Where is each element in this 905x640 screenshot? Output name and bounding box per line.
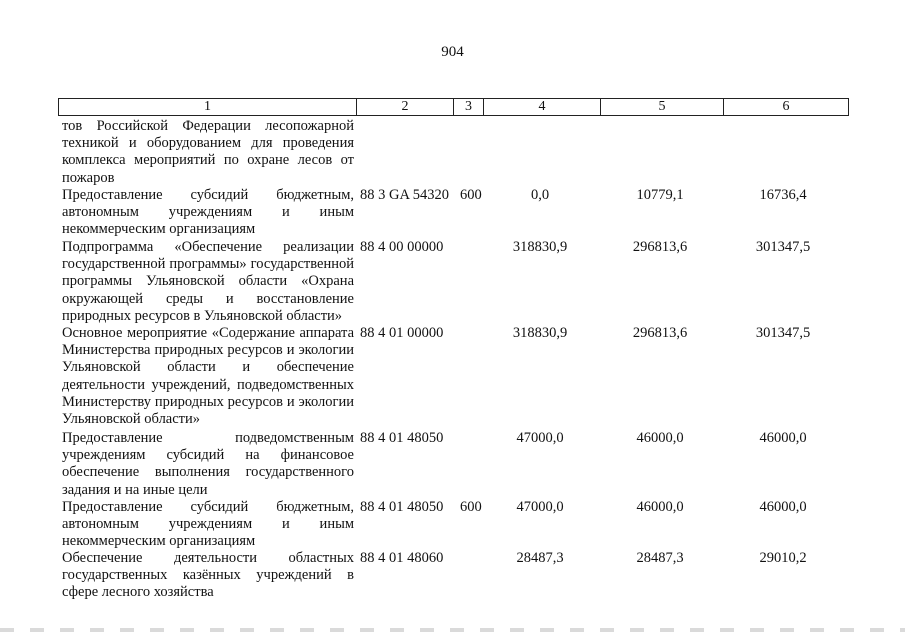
- row-code: 88 4 01 48060: [360, 550, 444, 566]
- header-col-5: 5: [601, 99, 724, 115]
- row-value-col4: 47000,0: [516, 430, 564, 446]
- row-value-col6: 46000,0: [759, 499, 807, 515]
- row-value-col6: 29010,2: [759, 550, 807, 566]
- row-code: 88 4 01 00000: [360, 325, 444, 341]
- header-col-6: 6: [782, 99, 790, 114]
- row-expense-type: 600: [460, 187, 482, 203]
- row-code: 88 3 GA 54320: [360, 187, 450, 203]
- row-code: 88 4 01 48050: [360, 430, 444, 446]
- row-value-col4: 28487,3: [516, 550, 564, 566]
- row-description: Подпрограмма «Обеспечение реализации государственной программы» государственной программы Ульяновской области «Охрана окружающей среды и восстановление природных ресурсов в Ульяновской области»: [62, 239, 354, 324]
- table-header: [58, 98, 849, 116]
- row-value-col4: 0,0: [530, 187, 550, 203]
- row-value-col5: 46000,0: [636, 499, 684, 515]
- row-description: Предоставление субсидий бюджетным, автономным учреждениям и иным некоммерческим организациям: [62, 499, 354, 550]
- header-col-4: 4: [484, 99, 601, 115]
- row-description: Предоставление субсидий бюджетным, автономным учреждениям и иным некоммерческим организациям: [62, 187, 354, 238]
- scan-artifact: [0, 628, 905, 632]
- row-description: Основное мероприятие «Содержание аппарата Министерства природных ресурсов и экологии Ульяновской области и обеспечение деятельности учреждений, подведомственных Министерству природных ресурсов и экологии Ульяновской области»: [62, 325, 354, 428]
- row-value-col5: 46000,0: [636, 430, 684, 446]
- row-value-col4: 318830,9: [512, 325, 568, 341]
- row-value-col4: 47000,0: [516, 499, 564, 515]
- row-code: 88 4 01 48050: [360, 499, 444, 515]
- row-description: Обеспечение деятельности областных государственных казённых учреждений в сфере лесного хозяйства: [62, 550, 354, 601]
- row-value-col6: 46000,0: [759, 430, 807, 446]
- row-description: Предоставление подведомственным учреждениям субсидий на финансовое обеспечение выполнения государственного задания и на иные цели: [62, 430, 354, 498]
- row-value-col6: 16736,4: [759, 187, 807, 203]
- header-col-1: 1: [59, 99, 357, 115]
- page-number: 904: [441, 44, 464, 60]
- row-value-col5: 28487,3: [636, 550, 684, 566]
- row-value-col5: 296813,6: [632, 239, 688, 255]
- header-col-3: 3: [454, 99, 484, 115]
- header-col-2: 2: [357, 99, 454, 115]
- row-value-col4: 318830,9: [512, 239, 568, 255]
- row-expense-type: 600: [460, 499, 482, 515]
- row-value-col5: 296813,6: [632, 325, 688, 341]
- row-code: 88 4 00 00000: [360, 239, 444, 255]
- row-value-col6: 301347,5: [755, 325, 811, 341]
- row-description: тов Российской Федерации лесопожарной техникой и оборудованием для проведения комплекса мероприятий по охране лесов от пожаров: [62, 118, 354, 186]
- row-value-col5: 10779,1: [636, 187, 684, 203]
- row-value-col6: 301347,5: [755, 239, 811, 255]
